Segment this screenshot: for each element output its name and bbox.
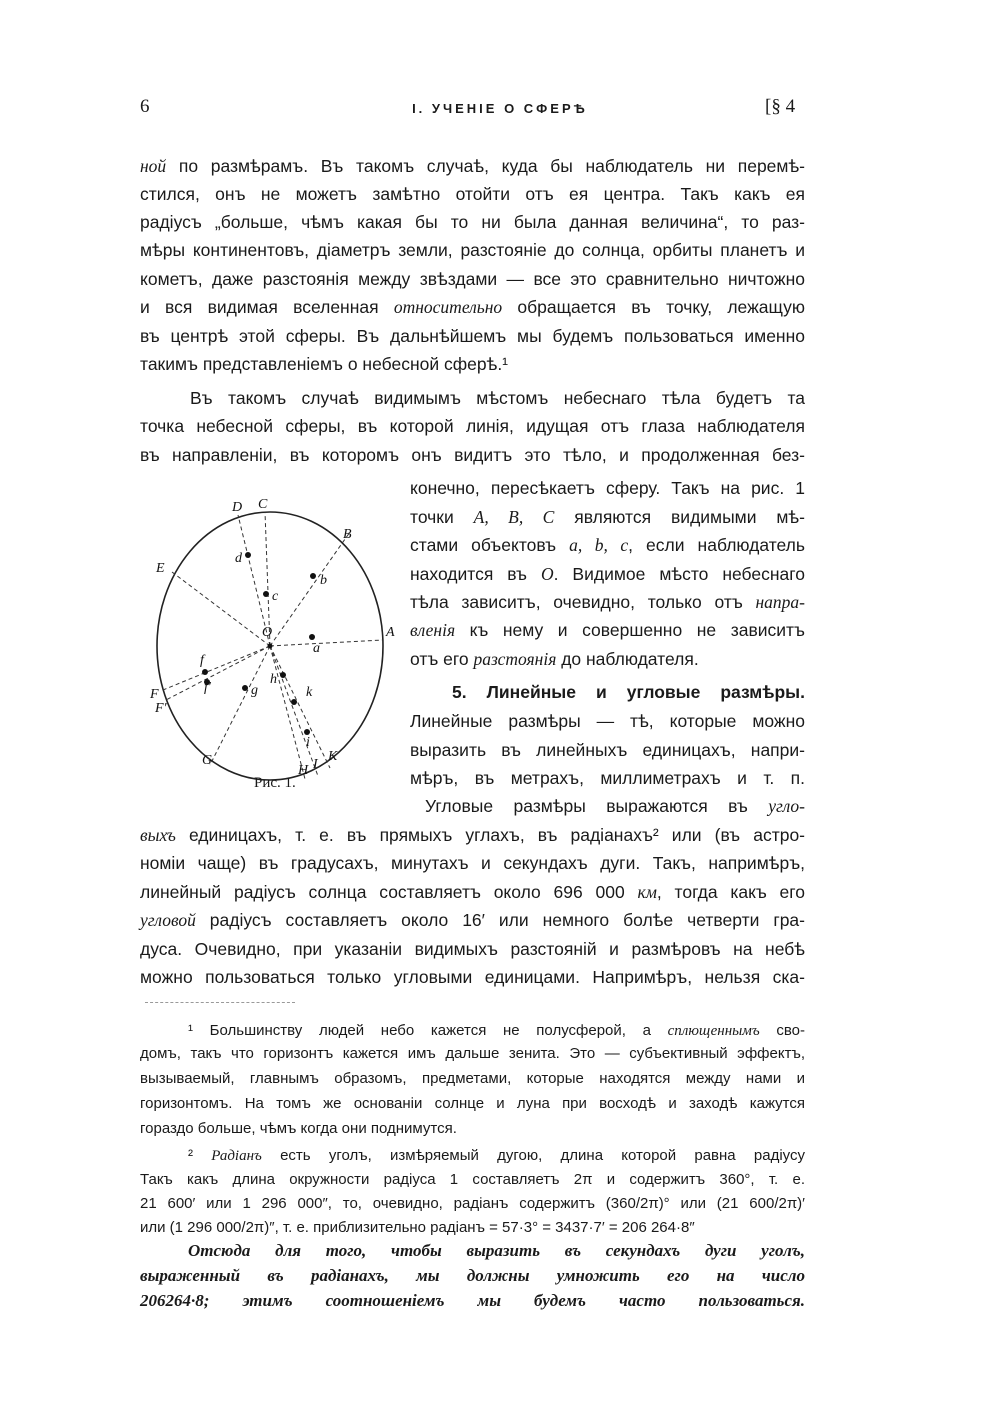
point-label-g: g bbox=[251, 683, 258, 698]
text-run: сво- bbox=[759, 1022, 805, 1039]
text-run: до наблюдателя. bbox=[556, 649, 699, 669]
text-run: такимъ представленіемъ о небесной сферѣ.¹ bbox=[140, 354, 509, 374]
body-line bbox=[140, 907, 805, 933]
text-run: гораздо больше, чѣмъ когда они поднимутся. bbox=[140, 1120, 457, 1137]
text-run: стился, онъ не можетъ замѣтно отойти отъ ея центра. Такъ какъ ея bbox=[140, 184, 805, 204]
point-label-b: b bbox=[320, 573, 327, 588]
text-run: мѣры континентовъ, діаметръ земли, разстояніе до солнца, орбиты планетъ и bbox=[140, 240, 805, 260]
text-run: стами объектовъ bbox=[410, 535, 570, 555]
body-line bbox=[190, 385, 805, 411]
emphasis-text: вленія bbox=[410, 620, 456, 640]
point-label-k: k bbox=[306, 685, 313, 700]
emphasis-text: выраженный въ радіанахъ, мы должны умножить его на число bbox=[140, 1266, 805, 1285]
footnote-line bbox=[140, 1265, 805, 1287]
text-run: обращается въ точку, лежащую bbox=[502, 297, 805, 317]
text-run: , если наблюдатель bbox=[628, 535, 805, 555]
text-run: и вся видимая вселенная bbox=[140, 297, 394, 317]
emphasis-text: разстоянія bbox=[473, 649, 557, 669]
footnote-line bbox=[140, 1118, 457, 1140]
point-label-A: A bbox=[386, 625, 395, 640]
emphasis-text: напра- bbox=[755, 592, 805, 612]
star-marker bbox=[263, 591, 269, 597]
text-run: являются видимыми мѣ- bbox=[554, 507, 805, 527]
body-line bbox=[410, 765, 805, 791]
text-run: вызываемый, главнымъ образомъ, предметами, которые находятся между нами и bbox=[140, 1070, 805, 1087]
text-run: отъ его bbox=[410, 649, 474, 669]
body-line bbox=[140, 964, 805, 990]
point-label-I: I bbox=[313, 757, 318, 772]
text-run: дуса. Очевидно, при указаніи видимыхъ разстояній и размѣровъ на небѣ bbox=[140, 939, 805, 959]
text-run: выразить въ линейныхъ единицахъ, напри- bbox=[410, 740, 805, 760]
section-heading: 5. Линейные и угловые размѣры. bbox=[452, 682, 805, 702]
body-line bbox=[140, 181, 805, 207]
text-run: кометъ, даже разстоянія между звѣздами — все это сравнительно ничтожно bbox=[140, 269, 805, 289]
page-number: 6 bbox=[140, 96, 150, 117]
footnote-line bbox=[140, 1093, 805, 1115]
text-run: радіусъ составляетъ около 16′ или немного болѣе четверти гра- bbox=[195, 910, 805, 930]
figure-caption: Рис. 1. bbox=[254, 775, 296, 791]
text-run: Въ такомъ случаѣ видимымъ мѣстомъ небеснаго тѣла будетъ та bbox=[190, 388, 805, 408]
body-line bbox=[410, 737, 805, 763]
figure-celestial-sphere bbox=[140, 490, 410, 790]
text-run: мѣръ, въ метрахъ, миллиметрахъ и т. п. bbox=[410, 768, 805, 788]
footnote-line bbox=[188, 1020, 805, 1042]
body-line bbox=[410, 589, 805, 615]
sight-line bbox=[270, 646, 330, 768]
emphasis-text: Отсюда для того, чтобы выразить въ секундахъ дуги уголъ, bbox=[188, 1241, 805, 1260]
text-run: къ нему и совершенно не зависитъ bbox=[455, 620, 805, 640]
emphasis-text: угло- bbox=[768, 796, 805, 816]
text-run: есть уголъ, измѣряемый дугою, длина которой равна радіусу bbox=[261, 1147, 805, 1164]
observer-point bbox=[268, 644, 273, 649]
text-run: единицахъ, т. е. въ прямыхъ углахъ, въ радіанахъ² или (въ астро- bbox=[175, 825, 805, 845]
point-label-G: G bbox=[202, 753, 213, 768]
text-run: . Видимое мѣсто небеснаго bbox=[553, 564, 805, 584]
text-run: въ центрѣ этой сферы. Въ дальнѣйшемъ мы будемъ пользоваться именно bbox=[140, 326, 805, 346]
star-marker bbox=[242, 685, 248, 691]
point-label-O: O bbox=[262, 625, 273, 640]
emphasis-text: сплющеннымъ bbox=[667, 1023, 760, 1039]
point-label-B: B bbox=[343, 527, 352, 542]
text-run: горизонтомъ. На томъ же основаніи солнце и луна при восходѣ и заходѣ кажутся bbox=[140, 1095, 805, 1112]
emphasis-text: 206264·8; этимъ соотношеніемъ мы будемъ часто пользоваться. bbox=[140, 1291, 805, 1310]
body-line bbox=[140, 822, 805, 848]
text-run: 21 600′ или 1 296 000″, то, очевидно, радіанъ содержитъ (360/2π)° или (21 600/2π)′ bbox=[140, 1195, 805, 1212]
star-marker bbox=[310, 573, 316, 579]
footnote-separator bbox=[145, 1002, 295, 1003]
emphasis-text: a, b, c bbox=[569, 535, 629, 555]
body-line bbox=[425, 793, 805, 819]
body-line bbox=[410, 504, 805, 530]
text-run: въ направленіи, въ которомъ онъ видитъ это тѣло, и продолженная без- bbox=[140, 445, 805, 465]
body-line bbox=[410, 561, 805, 587]
sight-line bbox=[210, 646, 270, 765]
body-line bbox=[140, 413, 805, 439]
body-line bbox=[410, 475, 805, 501]
sight-line bbox=[270, 532, 350, 646]
text-run: Угловые размѣры выражаются въ bbox=[425, 796, 769, 816]
body-line bbox=[410, 646, 699, 672]
footnote-line bbox=[188, 1240, 805, 1262]
text-run: ² bbox=[188, 1147, 212, 1164]
text-run: домъ, такъ что горизонтъ кажется имъ дальше зенита. Это — субъективный эффектъ, bbox=[140, 1045, 805, 1062]
text-run: Линейные размѣры — тѣ, которые можно bbox=[410, 711, 805, 731]
point-label-K: K bbox=[328, 749, 338, 764]
footnote-line bbox=[140, 1193, 805, 1215]
text-run: ¹ Большинству людей небо кажется не полусферой, а bbox=[188, 1022, 668, 1039]
emphasis-text: относительно bbox=[393, 297, 503, 317]
sight-line bbox=[270, 646, 305, 779]
body-line bbox=[140, 323, 805, 349]
body-line bbox=[140, 936, 805, 962]
footnote-line bbox=[140, 1043, 805, 1065]
point-label-D: D bbox=[232, 500, 243, 515]
point-label-f: f bbox=[200, 653, 204, 668]
body-line bbox=[410, 708, 805, 734]
point-label-f2: f′ bbox=[204, 680, 211, 695]
text-run: Такъ какъ длина окружности радіуса 1 составляетъ 2π и содержитъ 360°, т. е. bbox=[140, 1171, 805, 1188]
footnote-line bbox=[140, 1068, 805, 1090]
text-run: номіи чаще) въ градусахъ, минутахъ и секундахъ дуги. Такъ, напримѣръ, bbox=[140, 853, 805, 873]
emphasis-text: км bbox=[637, 882, 657, 902]
text-run: тѣла зависитъ, очевидно, только отъ bbox=[410, 592, 756, 612]
point-label-F: F bbox=[150, 687, 159, 702]
point-label-h: h bbox=[270, 672, 277, 687]
running-title: I. УЧЕНІЕ О СФЕРѢ bbox=[412, 101, 588, 116]
body-line bbox=[140, 351, 508, 377]
star-marker bbox=[291, 699, 297, 705]
text-run: линейный радіусъ солнца составляетъ около 696 000 bbox=[140, 882, 638, 902]
body-line bbox=[140, 442, 805, 468]
emphasis-text: ной bbox=[140, 156, 167, 176]
text-run: находится въ bbox=[410, 564, 541, 584]
text-run: точка небесной сферы, въ которой линія, идущая отъ глаза наблюдателя bbox=[140, 416, 805, 436]
body-line bbox=[140, 153, 805, 179]
text-run: или (1 296 000/2π)″, т. е. приблизительно радіанъ = 57·3° = 3437·7′ = 206 264·8″ bbox=[140, 1219, 695, 1236]
text-run: , тогда какъ его bbox=[656, 882, 805, 902]
emphasis-text: Радіанъ bbox=[211, 1148, 262, 1164]
footnote-line bbox=[140, 1290, 805, 1312]
footnote-line bbox=[188, 1145, 805, 1167]
sight-line bbox=[270, 640, 383, 646]
footnote-line bbox=[140, 1217, 695, 1239]
sight-line bbox=[172, 572, 273, 646]
emphasis-text: A, B, C bbox=[473, 507, 555, 527]
point-label-E: E bbox=[156, 561, 165, 576]
text-run: радіусъ „больше, чѣмъ какая бы то ни была данная величина“, то раз- bbox=[140, 212, 805, 232]
star-marker bbox=[309, 634, 315, 640]
body-line bbox=[452, 679, 805, 705]
point-label-c: c bbox=[272, 589, 279, 604]
star-marker bbox=[280, 672, 286, 678]
point-label-a: a bbox=[313, 641, 320, 656]
text-run: можно пользоваться только угловыми единицами. Напримѣръ, нельзя ска- bbox=[140, 967, 805, 987]
section-mark: [§ 4 bbox=[765, 96, 796, 117]
emphasis-text: угловой bbox=[140, 910, 196, 930]
point-label-d: d bbox=[235, 551, 242, 566]
body-line bbox=[140, 879, 805, 905]
emphasis-text: выхъ bbox=[140, 825, 176, 845]
point-label-i: i bbox=[306, 735, 310, 750]
point-label-C: C bbox=[258, 497, 268, 512]
body-line bbox=[410, 532, 805, 558]
footnote-line bbox=[140, 1169, 805, 1191]
body-line bbox=[410, 617, 805, 643]
body-line bbox=[140, 237, 805, 263]
text-run: по размѣрамъ. Въ такомъ случаѣ, куда бы наблюдатель ни перемѣ- bbox=[166, 156, 805, 176]
sight-line bbox=[270, 646, 318, 776]
point-label-F2: F′ bbox=[155, 701, 167, 716]
body-line bbox=[140, 294, 805, 320]
star-marker bbox=[245, 552, 251, 558]
text-run: точки bbox=[410, 507, 474, 527]
star-marker bbox=[202, 669, 208, 675]
body-line bbox=[140, 850, 805, 876]
text-run: конечно, пересѣкаетъ сферу. Такъ на рис. 1 bbox=[410, 478, 805, 498]
point-label-H: H bbox=[298, 763, 309, 778]
body-line bbox=[140, 209, 805, 235]
body-line bbox=[140, 266, 805, 292]
emphasis-text: O bbox=[540, 564, 554, 584]
